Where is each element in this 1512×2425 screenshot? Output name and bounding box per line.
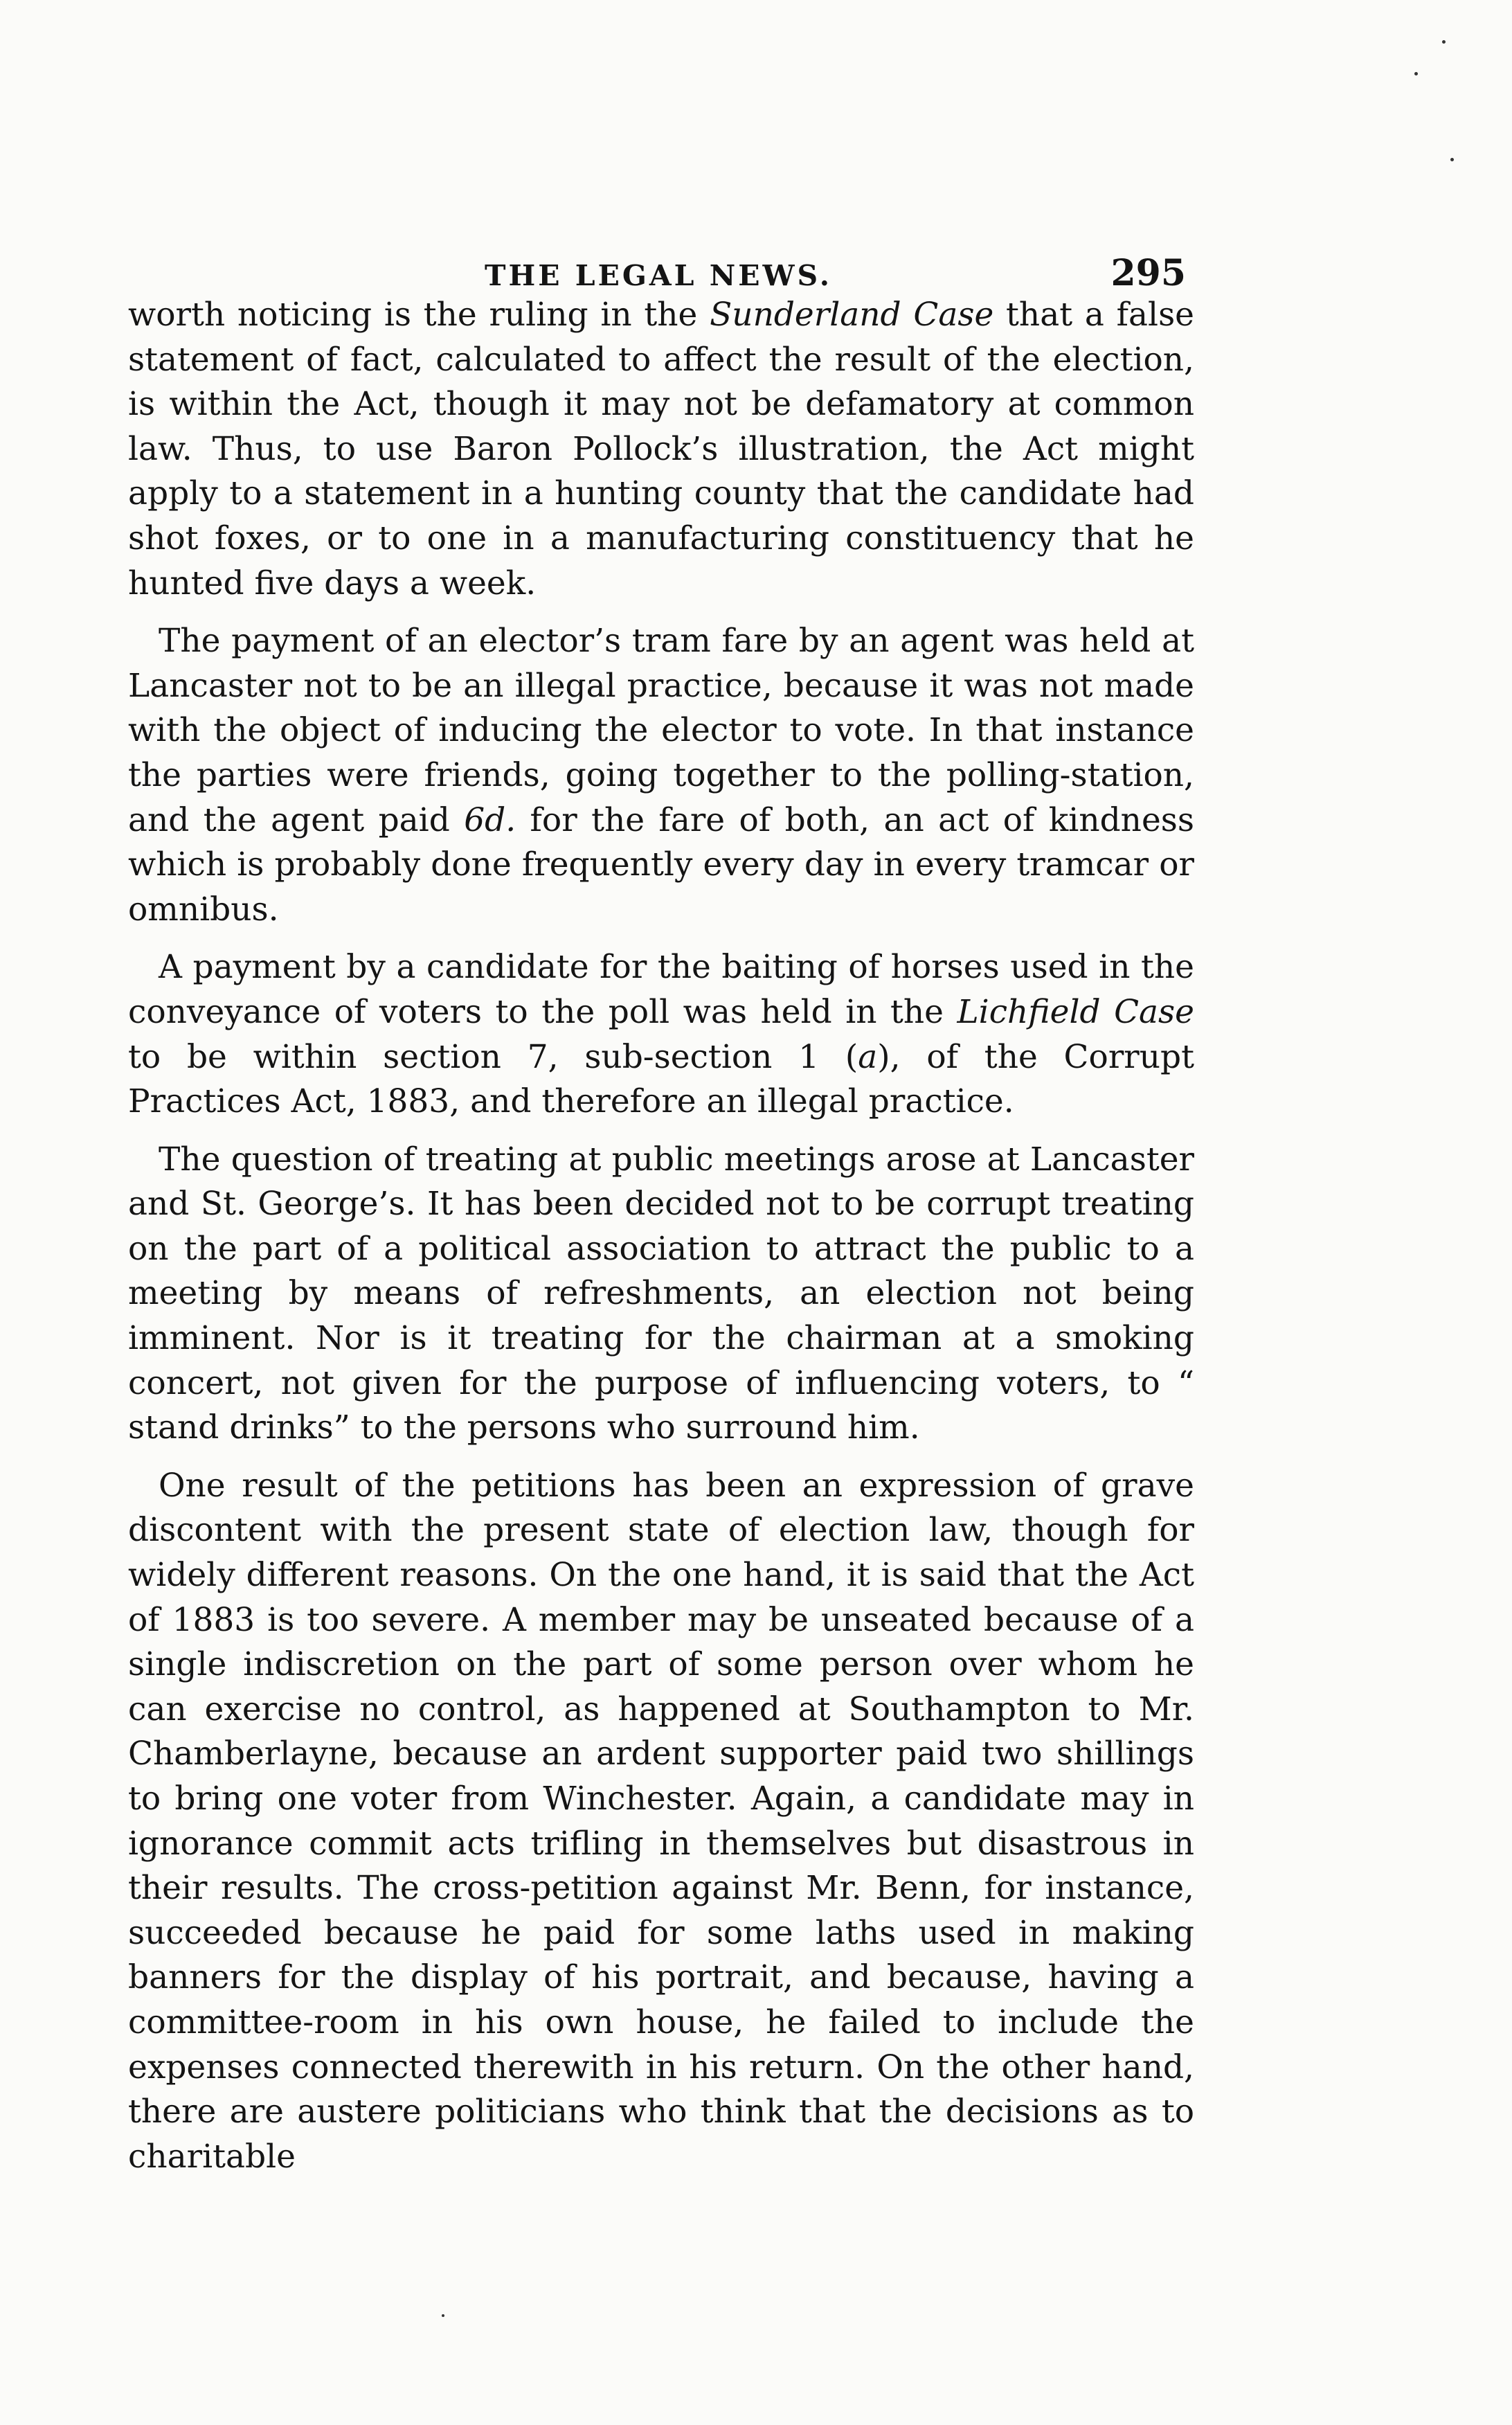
text-run: The payment of an elector’s tram fare by an agent was held at Lancaster not to be an illegal practice, because it was not made with the object of inducing the elector to vote. In that instance the parties were friends, going together to the polling-station, and the agent paid: [128, 622, 1194, 839]
text-run: ), of the Corrupt Practices Act, 1883, and therefore an illegal practice.: [128, 1037, 1194, 1121]
paragraph: [128, 1464, 1194, 2180]
page-number: 295: [1110, 252, 1186, 294]
scan-speck: [1450, 158, 1454, 161]
running-head: THE LEGAL NEWS.: [485, 259, 832, 292]
page-header: [128, 251, 1194, 299]
scan-speck: [442, 2314, 444, 2317]
scan-speck: [1414, 72, 1418, 75]
paragraph: [128, 293, 1194, 606]
text-run: One result of the petitions has been an expression of grave discontent with the present state of election law, though for widely different reasons. On the one hand, it is said that the Act of 1883 is too severe. A member may be unseated because of a single indiscretion on the part of some person over whom he can exercise no control, as happened at Southampton to Mr. Chamberlayne, because an ardent supporter paid two shillings to bring one voter from Winchester. Again, a candidate may in ignorance commit acts trifling in themselves but disastrous in their results. The cross-petition against Mr. Benn, for instance, succeeded because he paid for some laths used in making banners for the display of his portrait, and because, having a committee-room in his own house, he failed to include the expenses connected therewith in his return. On the other hand, there are austere politicians who think that the decisions as to charitable: [128, 1466, 1194, 2176]
paragraph: [128, 945, 1194, 1124]
body-text: [128, 293, 1194, 2192]
text-run: A payment by a candidate for the baiting of horses used in the conveyance of voters to the poll was held in the: [128, 948, 1194, 1031]
text-run: The question of treating at public meetings arose at Lancaster and St. George’s. It has been decided not to be corrupt treating on the part of a political association to attract the public to a meeting by means of refreshments, an election not being imminent. Nor is it treating for the chairman at a smoking concert, not given for the purpose of influencing voters, to “ stand drinks” to the persons who surround him.: [128, 1140, 1194, 1447]
text-run: for the fare of both, an act of kindness which is probably done frequently every day in every tramcar or omnibus.: [128, 800, 1194, 929]
paragraph: [128, 619, 1194, 932]
text-run: worth noticing is the ruling in the: [128, 296, 710, 334]
italic-text: a: [858, 1037, 878, 1076]
italic-text: Lichfield Case: [957, 992, 1194, 1031]
text-run: to be within section 7, sub-section 1 (: [128, 1037, 858, 1076]
italic-text: Sunderland Case: [710, 296, 994, 334]
scan-speck: [1442, 40, 1446, 44]
italic-text: 6d.: [464, 800, 516, 839]
paragraph: [128, 1138, 1194, 1451]
text-run: that a false statement of fact, calculated to affect the result of the election, is within the Act, though it may not be defamatory at common law. Thus, to use Baron Pollock’s illustration, the Act might apply to a statement in a hunting county that the candidate had shot foxes, or to one in a manufacturing constituency that he hunted five days a week.: [128, 296, 1194, 602]
